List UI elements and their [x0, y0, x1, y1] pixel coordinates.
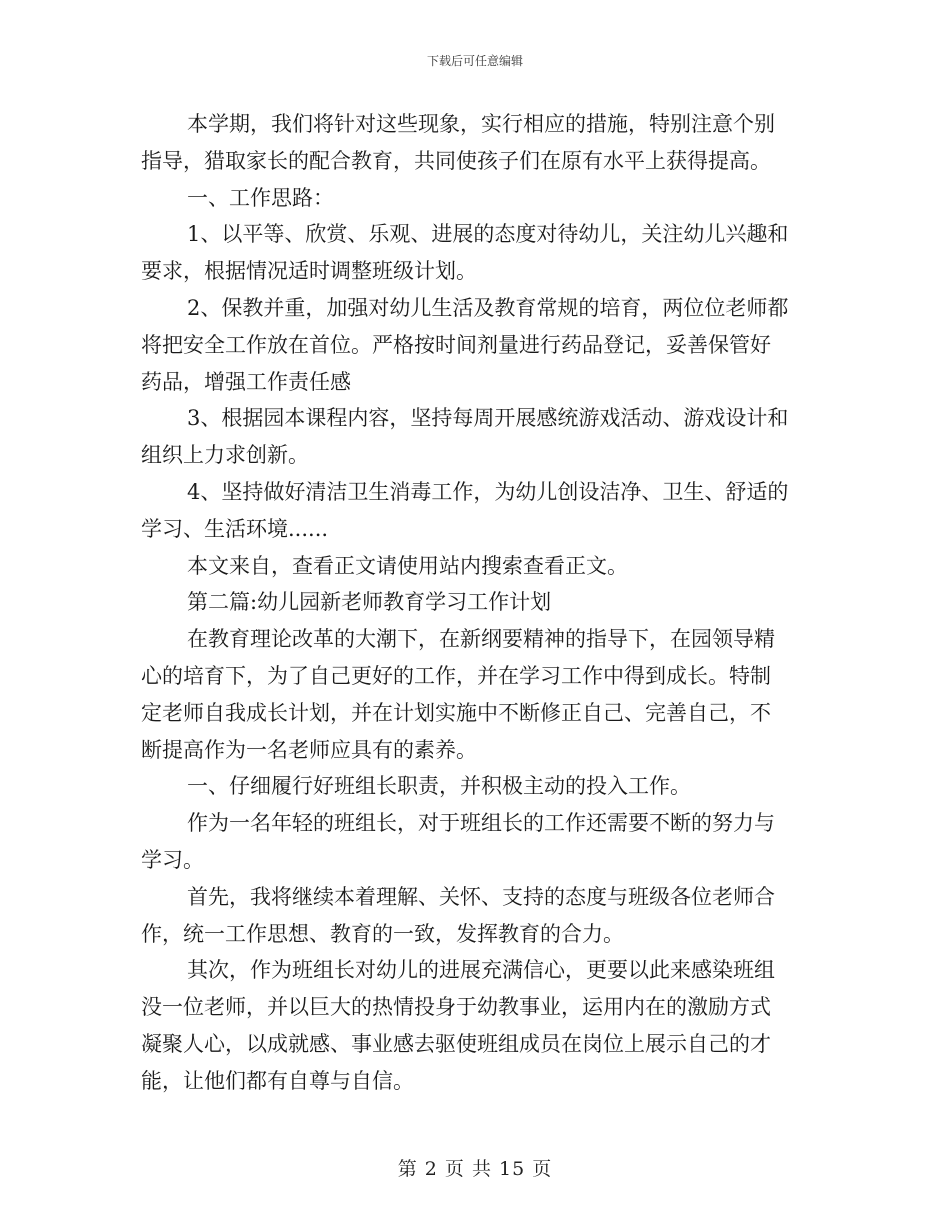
document-body	[141, 106, 809, 1100]
text-line: 要求，根据情况适时调整班级计划。	[141, 259, 477, 284]
text-line: 本学期，我们将针对这些现象，实行相应的措施，特别注意个别	[187, 112, 775, 136]
text-line: 作，统一工作思想、教育的一致，发挥教育的合力。	[141, 921, 624, 946]
page-header: 下载后可任意编辑	[426, 54, 523, 68]
text-line: 定老师自我成长计划，并在计划实施中不断修正自己、完善自己，不	[141, 700, 771, 725]
text-line: 心的培育下，为了自己更好的工作，并在学习工作中得到成长。特制	[141, 663, 771, 688]
text-line: 凝聚人心，以成就感、事业感去驱使班组成员在岗位上展示自己的才	[141, 1031, 771, 1056]
text-line: 在教育理论改革的大潮下，在新纲要精神的指导下，在园领导精	[187, 627, 775, 652]
text-line: 3、根据园本课程内容，坚持每周开展感统游戏活动、游戏设计和	[187, 406, 789, 431]
text-line: 2、保教并重，加强对幼儿生活及教育常规的培育，两位位老师都	[187, 295, 789, 320]
page-footer: 第 2 页 共 15 页	[397, 1158, 553, 1180]
text-line: 组织上力求创新。	[141, 443, 309, 468]
text-line: 将把安全工作放在首位。严格按时间剂量进行药品登记，妥善保管好	[141, 332, 771, 357]
text-line: 没一位老师，并以巨大的热情投身于幼教事业，运用内在的激励方式	[141, 995, 771, 1020]
text-line: 第二篇:幼儿园新老师教育学习工作计划	[187, 590, 552, 615]
text-line: 作为一名年轻的班组长，对于班组长的工作还需要不断的努力与	[187, 811, 775, 836]
text-line: 一、仔细履行好班组长职责，并积极主动的投入工作。	[187, 774, 691, 799]
text-line: 药品，增强工作责任感	[141, 369, 351, 394]
text-line: 一、工作思路：	[187, 185, 334, 210]
text-line: 指导，猎取家长的配合教育，共同使孩子们在原有水平上获得提高。	[141, 148, 771, 173]
text-line: 学习、生活环境......	[141, 516, 329, 541]
text-line: 其次，作为班组长对幼儿的进展充满信心，更要以此来感染班组	[187, 958, 775, 983]
text-line: 学习。	[141, 847, 204, 872]
text-line: 断提高作为一名老师应具有的素养。	[141, 737, 477, 762]
text-line: 本文来自，查看正文请使用站内搜索查看正文。	[187, 553, 628, 578]
text-line: 能，让他们都有自尊与自信。	[141, 1068, 414, 1093]
text-line: 首先，我将继续本着理解、关怀、支持的态度与班级各位老师合	[187, 884, 775, 909]
text-line: 4、坚持做好清洁卫生消毒工作，为幼儿创设洁净、卫生、舒适的	[187, 479, 789, 504]
text-line: 1、以平等、欣赏、乐观、进展的态度对待幼儿，关注幼儿兴趣和	[187, 222, 789, 247]
